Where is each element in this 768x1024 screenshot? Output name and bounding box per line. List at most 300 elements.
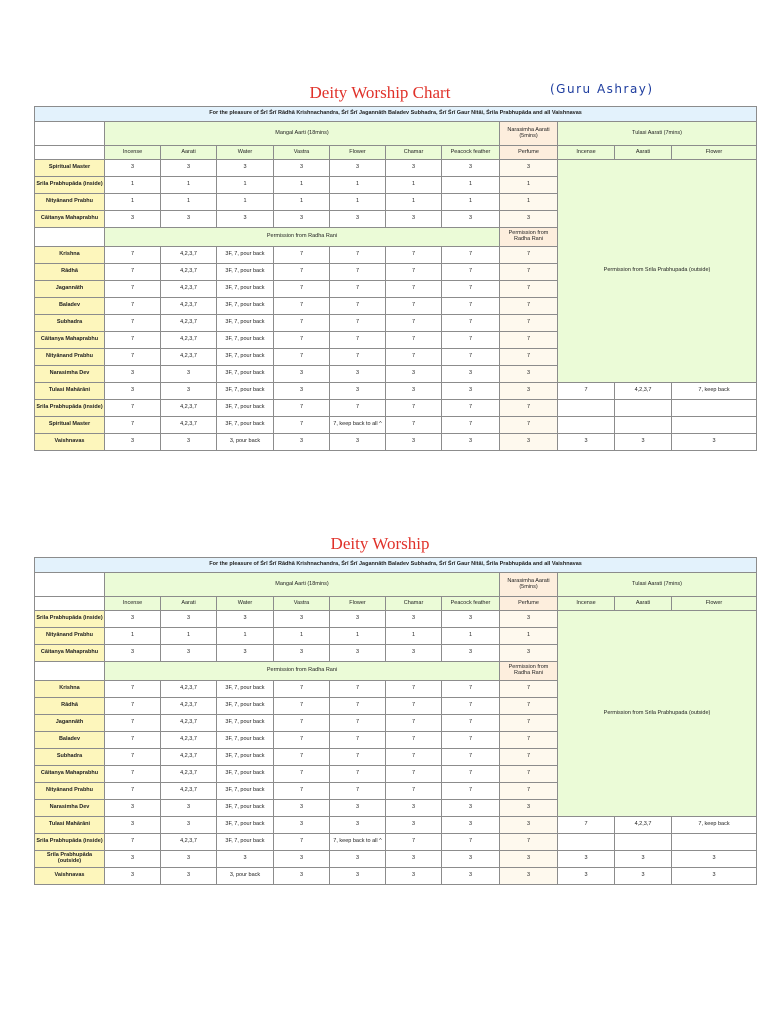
value-cell: 7 [500,715,558,732]
value-cell: 3 [442,611,500,628]
value-cell: 4,2,3,7 [161,698,217,715]
value-cell: 7 [386,417,442,434]
value-cell: 7 [386,783,442,800]
value-cell: 3 [386,211,442,228]
value-cell: 3 [500,817,558,834]
value-cell: 7 [500,400,558,417]
value-cell: 1 [274,628,330,645]
column-header: Flower [672,146,757,160]
value-cell: 7 [386,698,442,715]
value-cell: 3 [330,211,386,228]
value-cell: 7 [274,298,330,315]
value-cell: 3 [442,211,500,228]
corner-cell [35,146,105,160]
chart-title: Deity Worship Chart [309,83,451,102]
value-cell: 7 [386,332,442,349]
column-header: Aarati [615,597,672,611]
value-cell: 7 [105,834,161,851]
value-cell: 3 [274,868,330,885]
value-cell: 7 [274,281,330,298]
value-cell: 7 [442,349,500,366]
column-header: Aarati [615,146,672,160]
value-cell: 3F, 7, pour back [217,383,274,400]
value-cell: 3F, 7, pour back [217,315,274,332]
row-label: Jagannāth [35,281,105,298]
value-cell: 7 [500,247,558,264]
value-cell: 1 [330,628,386,645]
value-cell: 7 [330,766,386,783]
value-cell: 7 [500,766,558,783]
mangal-aarti-header: Mangal Aarti (18mins) [105,573,500,597]
value-cell: 7 [442,698,500,715]
value-cell: 3 [330,366,386,383]
corner-cell [35,573,105,597]
value-cell: 3 [442,645,500,662]
row-label: Baladev [35,732,105,749]
value-cell: 7 [386,315,442,332]
value-cell: 4,2,3,7 [161,732,217,749]
value-cell: 4,2,3,7 [161,417,217,434]
row-label: Rādhā [35,264,105,281]
value-cell: 3 [161,366,217,383]
chart-subtitle: (Guru Ashray) [550,82,654,96]
corner-cell [35,228,105,247]
value-cell: 7 [105,298,161,315]
value-cell: 7, keep back to all ^ [330,834,386,851]
value-cell: 3 [442,434,500,451]
value-cell: 7 [442,783,500,800]
value-cell: 3F, 7, pour back [217,749,274,766]
row-label: Krishna [35,681,105,698]
value-cell: 7 [105,417,161,434]
value-cell: 1 [442,194,500,211]
value-cell: 3 [500,800,558,817]
value-cell: 1 [105,628,161,645]
value-cell: 4,2,3,7 [161,315,217,332]
value-cell: 3 [217,211,274,228]
value-cell: 7 [386,715,442,732]
value-cell: 1 [442,177,500,194]
row-label: Nityānand Prabhu [35,628,105,645]
column-header: Peacock feather [442,146,500,160]
value-cell: 7 [330,264,386,281]
value-cell: 3F, 7, pour back [217,698,274,715]
value-cell: 3 [442,383,500,400]
value-cell: 7 [442,417,500,434]
tulasi-value-cell [672,417,757,434]
value-cell: 3 [105,160,161,177]
value-cell: 3 [500,645,558,662]
value-cell: 7 [386,732,442,749]
value-cell: 3 [330,645,386,662]
value-cell: 3 [217,611,274,628]
row-label: Spiritual Master [35,417,105,434]
permission-prabhupada-cell: Permission from Srila Prabhupada (outside) [558,611,757,817]
value-cell: 3 [442,851,500,868]
value-cell: 7 [442,749,500,766]
value-cell: 3 [105,645,161,662]
value-cell: 4,2,3,7 [161,400,217,417]
row-label: Tulasi Mahārāni [35,817,105,834]
value-cell: 7 [274,732,330,749]
value-cell: 4,2,3,7 [161,834,217,851]
value-cell: 7 [500,732,558,749]
value-cell: 1 [217,194,274,211]
value-cell: 7 [330,681,386,698]
mangal-aarti-header: Mangal Aarti (18mins) [105,122,500,146]
value-cell: 7 [500,749,558,766]
value-cell: 7 [386,281,442,298]
value-cell: 3 [442,868,500,885]
value-cell: 3F, 7, pour back [217,332,274,349]
value-cell: 7 [500,264,558,281]
tulasi-value-cell: 7 [558,383,615,400]
value-cell: 7 [105,281,161,298]
value-cell: 3F, 7, pour back [217,417,274,434]
value-cell: 1 [442,628,500,645]
value-cell: 3F, 7, pour back [217,817,274,834]
tulasi-value-cell: 7 [558,817,615,834]
value-cell: 3 [274,383,330,400]
value-cell: 3 [161,817,217,834]
value-cell: 7 [386,749,442,766]
value-cell: 7 [386,400,442,417]
value-cell: 3 [105,868,161,885]
value-cell: 1 [330,177,386,194]
value-cell: 3 [330,851,386,868]
value-cell: 4,2,3,7 [161,264,217,281]
value-cell: 3 [161,211,217,228]
column-header: Perfume [500,597,558,611]
value-cell: 7 [442,247,500,264]
value-cell: 7 [105,264,161,281]
value-cell: 3 [500,383,558,400]
value-cell: 3, pour back [217,434,274,451]
value-cell: 7 [442,281,500,298]
value-cell: 7, keep back to all ^ [330,417,386,434]
tulasi-value-cell: 4,2,3,7 [615,817,672,834]
value-cell: 7 [274,766,330,783]
value-cell: 7 [274,698,330,715]
value-cell: 7 [274,681,330,698]
value-cell: 4,2,3,7 [161,247,217,264]
value-cell: 3 [330,868,386,885]
value-cell: 7 [274,332,330,349]
value-cell: 1 [500,628,558,645]
value-cell: 1 [217,177,274,194]
tulasi-value-cell [558,834,615,851]
tulasi-value-cell: 3 [672,434,757,451]
tulasi-value-cell: 3 [672,868,757,885]
row-label: Krishna [35,247,105,264]
value-cell: 1 [105,177,161,194]
value-cell: 7 [330,732,386,749]
column-header: Aarati [161,597,217,611]
value-cell: 3 [274,800,330,817]
value-cell: 7 [274,264,330,281]
value-cell: 1 [161,628,217,645]
value-cell: 7 [442,264,500,281]
value-cell: 4,2,3,7 [161,766,217,783]
value-cell: 7 [442,834,500,851]
value-cell: 3F, 7, pour back [217,247,274,264]
value-cell: 3F, 7, pour back [217,783,274,800]
value-cell: 7 [330,698,386,715]
value-cell: 3 [274,851,330,868]
value-cell: 7 [105,732,161,749]
value-cell: 7 [442,766,500,783]
row-label: Vaishnavas [35,868,105,885]
value-cell: 3 [217,851,274,868]
value-cell: 3 [274,611,330,628]
value-cell: 4,2,3,7 [161,715,217,732]
row-label: Subhadra [35,749,105,766]
tulasi-value-cell [558,400,615,417]
column-header: Perfume [500,146,558,160]
value-cell: 3 [105,851,161,868]
row-label: Srila Prabhupāda (inside) [35,834,105,851]
column-header: Aarati [161,146,217,160]
value-cell: 7 [105,698,161,715]
value-cell: 3 [442,817,500,834]
tulasi-value-cell: 3 [558,868,615,885]
tulasi-value-cell: 3 [672,851,757,868]
value-cell: 3 [386,851,442,868]
value-cell: 7 [442,298,500,315]
value-cell: 1 [386,177,442,194]
value-cell: 3 [161,383,217,400]
value-cell: 7 [105,783,161,800]
value-cell: 1 [500,177,558,194]
row-label: Srila Prabhupāda (inside) [35,611,105,628]
value-cell: 3F, 7, pour back [217,681,274,698]
permission-radha-short-cell: Permission from Radha Rani [500,228,558,247]
value-cell: 7 [442,400,500,417]
value-cell: 7 [386,681,442,698]
value-cell: 7 [105,749,161,766]
value-cell: 1 [161,194,217,211]
value-cell: 7 [500,834,558,851]
value-cell: 1 [274,194,330,211]
value-cell: 7 [386,264,442,281]
value-cell: 4,2,3,7 [161,332,217,349]
row-label: Vaishnavas [35,434,105,451]
value-cell: 4,2,3,7 [161,281,217,298]
value-cell: 7 [500,417,558,434]
row-label: Srila Prabhupāda (outside) [35,851,105,868]
value-cell: 7 [274,715,330,732]
tulasi-value-cell: 4,2,3,7 [615,383,672,400]
value-cell: 3F, 7, pour back [217,264,274,281]
value-cell: 3 [105,211,161,228]
row-label: Baladev [35,298,105,315]
tulasi-value-cell: 3 [615,868,672,885]
corner-cell [35,122,105,146]
value-cell: 7 [105,766,161,783]
value-cell: 3, pour back [217,868,274,885]
column-header: Vastra [274,597,330,611]
tulasi-value-cell: 3 [615,434,672,451]
value-cell: 3 [217,160,274,177]
value-cell: 3 [500,211,558,228]
value-cell: 7 [330,783,386,800]
value-cell: 1 [274,177,330,194]
value-cell: 7 [386,766,442,783]
column-header: Incense [105,146,161,160]
column-header: Incense [105,597,161,611]
tulasi-value-cell [615,417,672,434]
value-cell: 3 [442,366,500,383]
value-cell: 3 [217,645,274,662]
value-cell: 3 [330,383,386,400]
value-cell: 3F, 7, pour back [217,400,274,417]
value-cell: 3 [386,800,442,817]
row-label: Subhadra [35,315,105,332]
value-cell: 3 [161,160,217,177]
value-cell: 3 [442,800,500,817]
value-cell: 7 [274,247,330,264]
value-cell: 3F, 7, pour back [217,349,274,366]
value-cell: 7 [330,281,386,298]
row-label: Nityānand Prabhu [35,194,105,211]
row-label: Cāitanya Mahaprabhu [35,766,105,783]
value-cell: 7 [105,247,161,264]
value-cell: 3 [386,645,442,662]
value-cell: 3 [330,611,386,628]
tulasi-value-cell [672,834,757,851]
column-header: Water [217,146,274,160]
value-cell: 3 [105,611,161,628]
value-cell: 7 [500,698,558,715]
column-header: Incense [558,597,615,611]
row-label: Srila Prabhupāda (inside) [35,177,105,194]
value-cell: 7 [386,834,442,851]
value-cell: 3 [161,611,217,628]
dedication-banner: For the pleasure of Śrī Śrī Rādhā Krishnachandra, Śrī Śrī Jagannāth Baladev Subhadra, Śrī Śrī Gaur Nitāi, Śrila Prabhupāda and all Vaishnavas [35,558,757,573]
value-cell: 3 [274,645,330,662]
value-cell: 3F, 7, pour back [217,298,274,315]
value-cell: 3 [500,160,558,177]
value-cell: 3 [330,160,386,177]
value-cell: 3 [500,366,558,383]
value-cell: 3 [274,817,330,834]
value-cell: 3 [500,868,558,885]
value-cell: 3F, 7, pour back [217,766,274,783]
value-cell: 3 [500,851,558,868]
row-label: Spiritual Master [35,160,105,177]
value-cell: 7 [105,681,161,698]
value-cell: 3 [386,366,442,383]
value-cell: 3 [386,160,442,177]
column-header: Peacock feather [442,597,500,611]
value-cell: 3 [105,800,161,817]
value-cell: 3 [105,434,161,451]
value-cell: 7 [330,349,386,366]
value-cell: 7 [500,349,558,366]
value-cell: 1 [105,194,161,211]
value-cell: 3F, 7, pour back [217,732,274,749]
value-cell: 4,2,3,7 [161,783,217,800]
value-cell: 7 [105,400,161,417]
value-cell: 7 [105,315,161,332]
value-cell: 7 [500,281,558,298]
corner-cell [35,662,105,681]
value-cell: 4,2,3,7 [161,298,217,315]
value-cell: 7 [330,749,386,766]
tulasi-value-cell: 3 [558,851,615,868]
value-cell: 7 [442,732,500,749]
row-label: Jagannāth [35,715,105,732]
value-cell: 3F, 7, pour back [217,281,274,298]
value-cell: 7 [105,332,161,349]
value-cell: 3 [274,434,330,451]
value-cell: 3 [500,434,558,451]
value-cell: 7 [274,417,330,434]
row-label: Narasimha Dev [35,800,105,817]
value-cell: 7 [330,298,386,315]
narasimha-aarati-header: Narasimha Aarati (5mins) [500,573,558,597]
value-cell: 7 [274,834,330,851]
tulasi-value-cell: 7, keep back [672,817,757,834]
value-cell: 7 [500,332,558,349]
tulasi-value-cell [672,400,757,417]
value-cell: 7 [105,715,161,732]
value-cell: 3 [274,211,330,228]
value-cell: 3 [442,160,500,177]
value-cell: 3 [274,366,330,383]
column-header: Chamar [386,597,442,611]
value-cell: 7 [386,349,442,366]
column-header: Chamar [386,146,442,160]
value-cell: 4,2,3,7 [161,749,217,766]
value-cell: 1 [500,194,558,211]
value-cell: 7 [442,715,500,732]
value-cell: 7 [330,332,386,349]
value-cell: 7 [105,349,161,366]
column-header: Flower [330,146,386,160]
value-cell: 3 [386,868,442,885]
value-cell: 3 [386,611,442,628]
value-cell: 3 [105,383,161,400]
value-cell: 1 [161,177,217,194]
value-cell: 7 [500,681,558,698]
value-cell: 7 [500,298,558,315]
value-cell: 7 [442,681,500,698]
value-cell: 3 [105,817,161,834]
tulasi-aarati-header: Tulasi Aarati (7mins) [558,573,757,597]
value-cell: 7 [330,715,386,732]
column-header: Flower [672,597,757,611]
value-cell: 1 [330,194,386,211]
tulasi-value-cell: 3 [615,851,672,868]
row-label: Cāitanya Mahaprabhu [35,211,105,228]
value-cell: 7 [386,298,442,315]
value-cell: 3 [161,868,217,885]
row-label: Rādhā [35,698,105,715]
column-header: Vastra [274,146,330,160]
value-cell: 7 [274,349,330,366]
value-cell: 7 [442,332,500,349]
tulasi-value-cell [615,400,672,417]
corner-cell [35,597,105,611]
tulasi-value-cell: 3 [558,434,615,451]
value-cell: 7 [386,247,442,264]
tulasi-value-cell [558,417,615,434]
permission-prabhupada-cell: Permission from Srila Prabhupada (outside) [558,160,757,383]
value-cell: 3 [386,434,442,451]
row-label: Srila Prabhupāda (inside) [35,400,105,417]
row-label: Cāitanya Mahaprabhu [35,645,105,662]
